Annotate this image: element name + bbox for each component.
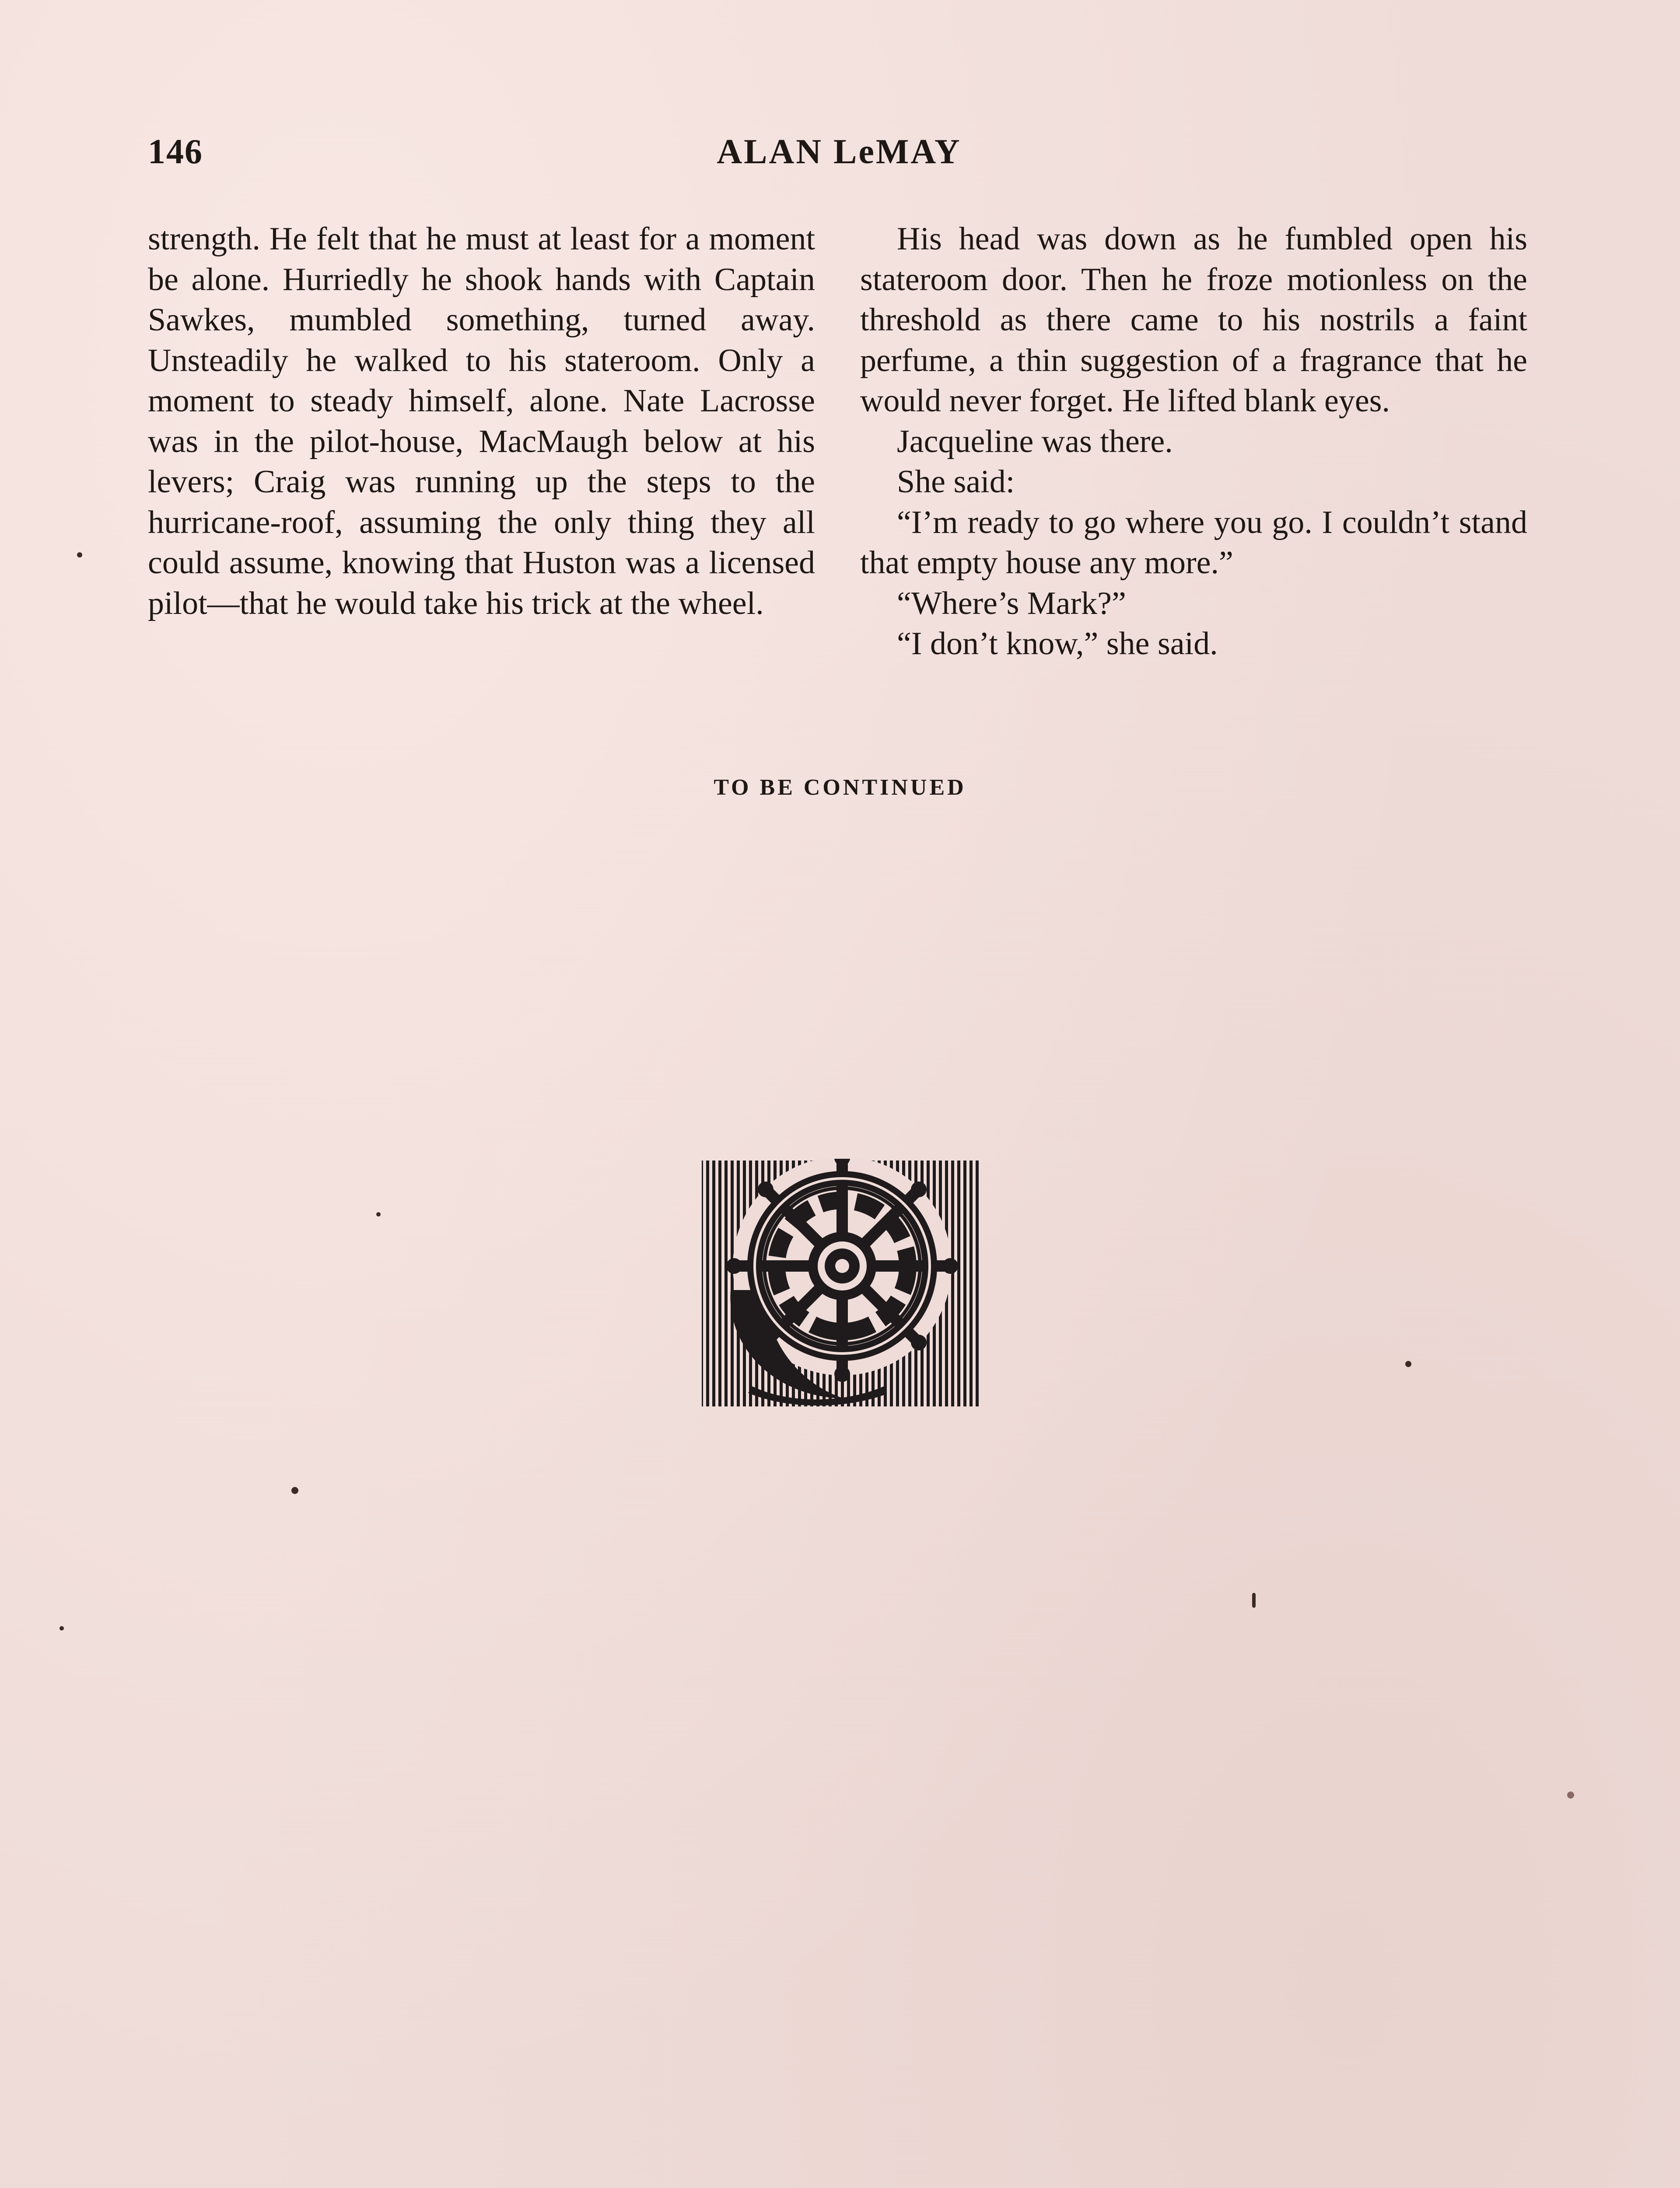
right-column xyxy=(860,219,1527,664)
body-paragraph: His head was down as he fumbled open his stateroom door. Then he froze motionless on the threshold as there came to his nostrils a faint perfume, a thin suggestion of a fragrance that he would never forget. He lifted blank eyes. xyxy=(860,221,1527,419)
print-speck xyxy=(60,1626,64,1630)
to-be-continued-note: TO BE CONTINUED xyxy=(714,775,966,800)
page-number: 146 xyxy=(148,133,203,171)
body-paragraph: strength. He felt that he must at least for a moment be alone. Hurriedly he shook hands with Captain Sawkes, mumbled something, turned away. Unsteadily he walked to his stateroom. Only a moment to steady himself, alone. Nate Lacrosse was in the pilot-house, MacMaugh below at his levers; Craig was running up the steps to the hurricane-roof, assuming the only thing they all could assume, knowing that Huston was a licensed pilot—that he would take his trick at the wheel. xyxy=(148,221,815,621)
print-speck xyxy=(1567,1792,1574,1799)
print-speck xyxy=(77,552,82,558)
running-head xyxy=(148,127,1530,175)
body-paragraph: “Where’s Mark?” xyxy=(897,585,1126,621)
print-speck xyxy=(1252,1593,1256,1608)
author-name: ALAN LeMAY xyxy=(717,133,962,171)
print-speck xyxy=(291,1487,298,1494)
ships-wheel-icon xyxy=(700,1159,981,1408)
print-speck xyxy=(376,1212,381,1217)
body-paragraph: Jacqueline was there. xyxy=(897,423,1173,459)
left-column xyxy=(148,219,815,624)
body-paragraph: She said: xyxy=(897,464,1015,500)
print-speck xyxy=(1405,1361,1411,1367)
body-paragraph: “I don’t know,” she said. xyxy=(897,626,1218,662)
body-paragraph: “I’m ready to go where you go. I couldn’t stand that empty house any more.” xyxy=(860,504,1527,581)
